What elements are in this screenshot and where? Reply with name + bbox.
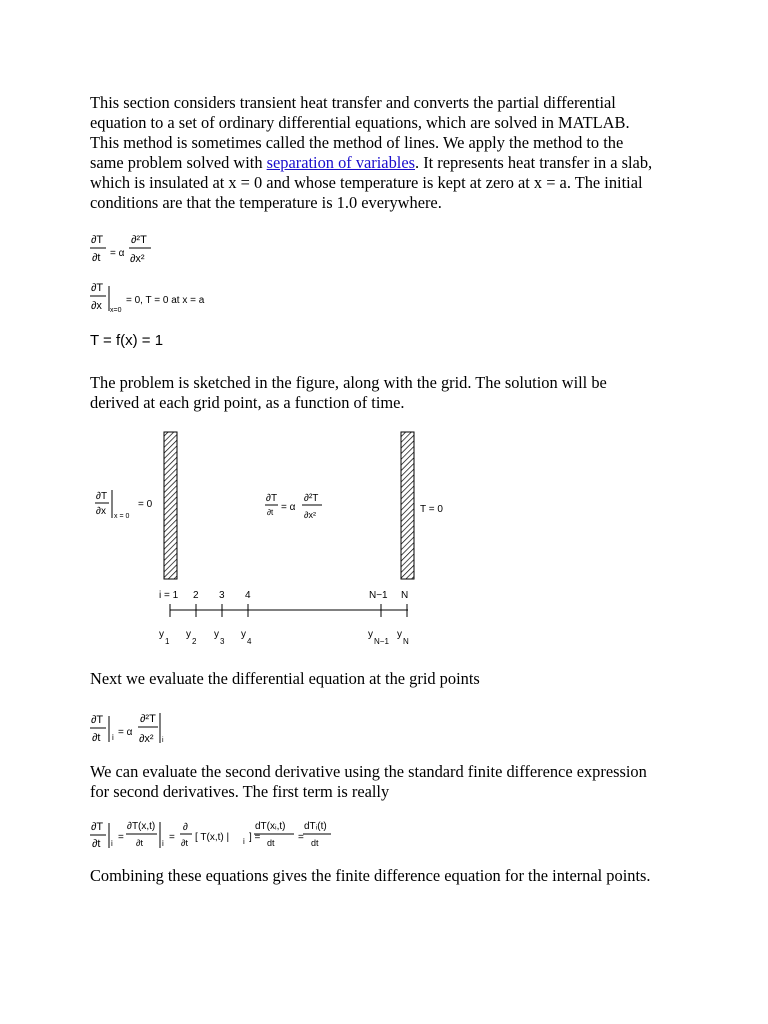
text-fragment: . It represents heat transfer in a slab,: [415, 153, 653, 172]
figure-intro-paragraph: [90, 373, 690, 413]
text-line: Combining these equations gives the finite difference equation for the internal points.: [90, 866, 651, 885]
eq4-denominator: ∂t: [92, 732, 101, 744]
fig-pde-alpha: = α: [281, 502, 296, 513]
eq5-denominator4: dt: [311, 838, 319, 848]
intro-paragraph: [90, 93, 690, 213]
eq4-denominator2: ∂x²: [139, 733, 154, 745]
eq1-numerator2: ∂²T: [131, 234, 147, 246]
eq5-denominator2: ∂t: [136, 838, 143, 848]
text-line: Next we evaluate the differential equation at the grid points: [90, 669, 480, 688]
eq5-bracket-end: ] =: [249, 832, 261, 843]
eq1-numerator: ∂T: [91, 234, 104, 246]
eq5-numerator3: dT(xᵢ,t): [255, 821, 286, 832]
text-fragment: same problem solved with: [90, 153, 267, 172]
fig-pde-numerator2: ∂²T: [304, 493, 319, 504]
fig-right-bc: T = 0: [420, 504, 443, 515]
eq4-numerator: ∂T: [91, 714, 104, 726]
fig-pde-denominator: ∂t: [267, 508, 274, 517]
eq1-denominator2: ∂x²: [130, 253, 145, 265]
text-line: This method is sometimes called the method of lines. We apply the method to the: [90, 133, 624, 152]
eq4-subscript2: i: [162, 737, 164, 744]
left-wall: [164, 432, 177, 579]
eq2-numerator: ∂T: [91, 282, 104, 294]
text-line: We can evaluate the second derivative using the standard finite difference expression: [90, 762, 647, 781]
fig-bc-numerator: ∂T: [96, 491, 108, 502]
fig-pde-denominator2: ∂x²: [304, 510, 316, 520]
text-line: which is insulated at x = 0 and whose temperature is kept at zero at x = a. The initial: [90, 173, 643, 192]
text-line: conditions are that the temperature is 1.0 everywhere.: [90, 193, 442, 212]
grid-y-label: y: [159, 629, 164, 640]
eq5-subscript3: i: [243, 837, 245, 846]
grid-y-subscript: 2: [192, 637, 197, 646]
text-line: The problem is sketched in the figure, along with the grid. The solution will be: [90, 373, 607, 392]
text-line: for second derivatives. The first term is really: [90, 782, 390, 801]
grid-y-label: y: [214, 629, 219, 640]
grid-y-label: y: [241, 629, 246, 640]
grid-y-subscript: 1: [165, 637, 170, 646]
eq5-equals: =: [169, 832, 175, 843]
grid-evaluation-paragraph: [90, 669, 690, 689]
fig-bc-rhs: = 0: [138, 499, 153, 510]
eq5-numerator: ∂T: [91, 821, 104, 833]
eq5-equals: =: [298, 832, 304, 843]
text-line: derived at each grid point, as a function of time.: [90, 393, 405, 412]
eq5-bracket: [ T(x,t) |: [195, 832, 230, 843]
grid-y-label: y: [186, 629, 191, 640]
grid-index-label: i = 1: [159, 590, 179, 601]
text-line: equation to a set of ordinary differential equations, which are solved in MATLAB.: [90, 113, 630, 132]
eq1-denominator: ∂t: [92, 252, 101, 264]
eq5-denominator: ∂t: [92, 838, 101, 850]
eq2-denominator: ∂x: [91, 300, 102, 312]
grid-index-label: N−1: [369, 590, 388, 601]
grid-y-subscript: N−1: [374, 637, 389, 646]
eq5-subscript: i: [111, 839, 113, 848]
separation-of-variables-link[interactable]: separation of variables: [266, 153, 415, 172]
eq3-initial-condition: T = f(x) = 1: [90, 332, 164, 349]
eq2-subscript: x=0: [110, 307, 122, 314]
grid-index-label: N: [401, 590, 409, 601]
eq5-denominator3: dt: [267, 838, 275, 848]
eq5-equals: =: [118, 832, 124, 843]
eq1-alpha: = α: [110, 248, 125, 259]
eq4-alpha: = α: [118, 727, 133, 738]
eq2-rhs: = 0, T = 0 at x = a: [126, 295, 205, 306]
second-derivative-paragraph: [90, 762, 690, 802]
fig-pde-numerator: ∂T: [266, 493, 278, 504]
grid-index-label: 3: [219, 590, 225, 601]
grid-y-subscript: N: [403, 637, 409, 646]
combining-paragraph: [90, 866, 690, 886]
eq4-numerator2: ∂²T: [140, 713, 156, 725]
grid-index-label: 2: [193, 590, 199, 601]
grid-y-label: y: [397, 629, 402, 640]
fig-bc-denominator: ∂x: [96, 506, 106, 517]
eq5-numerator2: ∂T(x,t): [127, 821, 156, 832]
text-line: This section considers transient heat transfer and converts the partial differential: [90, 93, 616, 112]
eq5-numerator4: dTᵢ(t): [304, 821, 327, 832]
eq5-partial: ∂: [183, 822, 188, 833]
text-line: [90, 153, 690, 173]
right-wall: [401, 432, 414, 579]
eq5-subscript2: i: [162, 839, 164, 848]
grid-y-label: y: [368, 629, 373, 640]
grid-y-subscript: 3: [220, 637, 225, 646]
eq5-partial-t: ∂t: [181, 838, 188, 848]
grid-index-label: 4: [245, 590, 251, 601]
eq4-subscript: i: [112, 733, 114, 742]
fig-bc-subscript: x = 0: [114, 513, 130, 520]
grid-y-subscript: 4: [247, 637, 252, 646]
